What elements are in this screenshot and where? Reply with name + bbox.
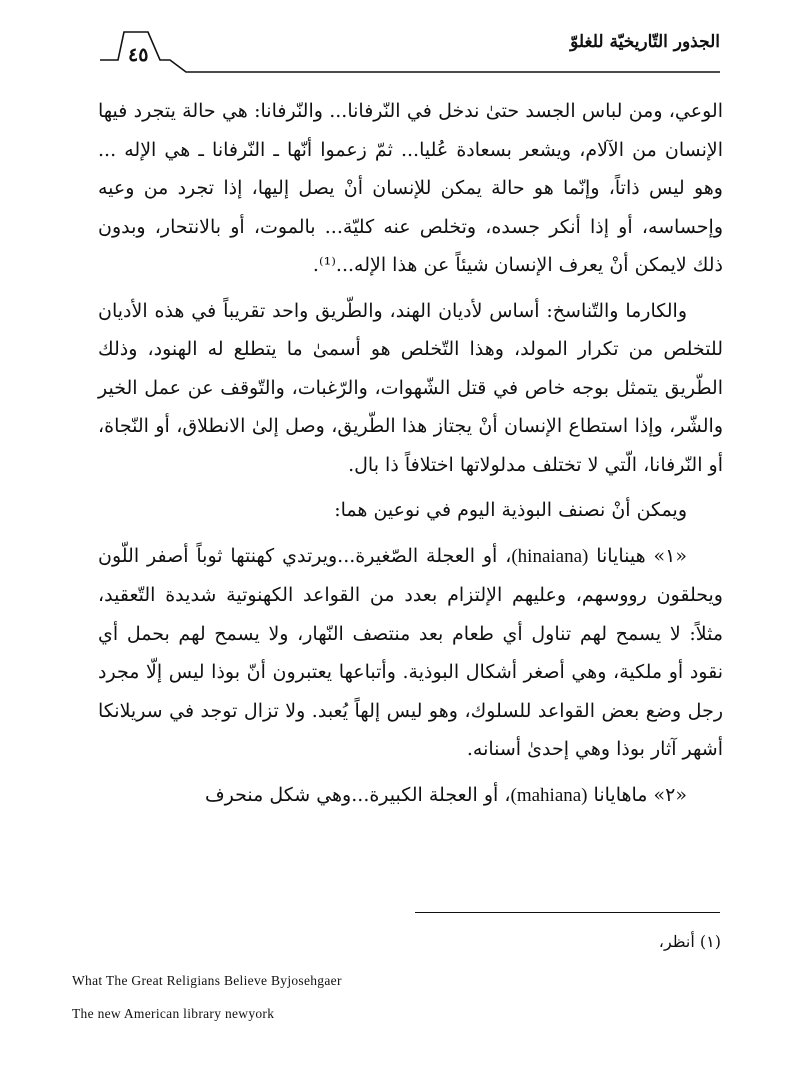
footnote-separator [415, 912, 720, 913]
hinayana-body: ، أو العجلة الصّغيرة...ويرتدي كهنتها ثوباً أصفر اللّون ويحلقون رووسهم، وعليهم الإلتزام بعدد من القواعد الكهنوتية شديدة التّعقيد، مثلاً: لا يسمح لهم تناول أي طعام بعد منتصف النّهار، ولا يسمح لهم بحمل أي نقود أو ملكية، وهي أصغر أشكال البوذية. وأتباعها يعتبرون أنّ بوذا ليس إلّا مجرد رجل وضع بعض القواعد للسلوك، وهو ليس إلهاً يُعبد. ولا تزال توجد في سريلانكا أشهر آثار بوذا وهي إحدىٰ أسنانه. [98, 544, 723, 760]
page-number: ٤٥ [128, 44, 149, 66]
running-header [100, 30, 720, 74]
hinayana-latin-term: (hinaiana) [511, 545, 589, 567]
reference-publisher-line: The new American library newyork [72, 1006, 275, 1021]
paragraph-mahayana [98, 776, 723, 816]
paragraph-buddhism-types-intro: ويمكن أنْ نصنف البوذية اليوم في نوعين هما: [334, 499, 687, 521]
mahayana-latin-term: (mahiana) [510, 784, 588, 806]
main-text [98, 92, 723, 815]
paragraph-hinayana [98, 537, 723, 769]
hinayana-heading: «١» هينايانا [588, 544, 687, 567]
paragraph-nirvana: الوعي، ومن لباس الجسد حتىٰ ندخل في النّرفانا... والنّرفانا: هي حالة يتجرد فيها الإنسان من الآلام، ويشعر بسعادة عُليا... ثمّ زعموا أنّها ـ النّرفانا ـ هي الإله ... وهو ليس ذاتاً، وإنّما هو حالة يمكن للإنسان أنْ يصل إليها، إذا تجرد من وعيه وإحساسه، أو إذا أنكر جسده، وتخلص عنه كليّة... بالموت، أو بالانتحار، وبدون ذلك لايمكن أنْ يعرف الإنسان شيئاً عن هذا الإله...⁽¹⁾. [98, 100, 723, 276]
paragraph-karma: والكارما والتّناسخ: أساس لأديان الهند، والطّريق واحد تقريباً في هذه الأديان للتخلص من تكرار المولد، وهذا التّخلص هو أسمىٰ ما يتطلع له الهنود، وذلك الطّريق يتمثل بوجه خاص في قتل الشّهوات، والرّغبات، والتّوقف عن عمل الخير والشّر، وإذا استطاع الإنسان أنْ يجتاز هذا الطّريق، وصل إلىٰ الانطلاق، أو النّجاة، أو النّرفانا، الّتي لا تختلف مدلولاتها اختلافاً ذا بال. [98, 299, 723, 476]
mahayana-heading: «٢» ماهايانا [587, 783, 687, 806]
reference-title-line: What The Great Religians Believe Byjosehgaer [72, 973, 342, 988]
footnote-text: أنظر، [658, 932, 695, 951]
running-title: الجذور التّاريخيّة للغلوّ [570, 32, 720, 52]
footnote-marker: (١) [699, 932, 721, 951]
mahayana-body: ، أو العجلة الكبيرة...وهي شكل منحرف [204, 783, 511, 806]
footnote [659, 932, 721, 951]
